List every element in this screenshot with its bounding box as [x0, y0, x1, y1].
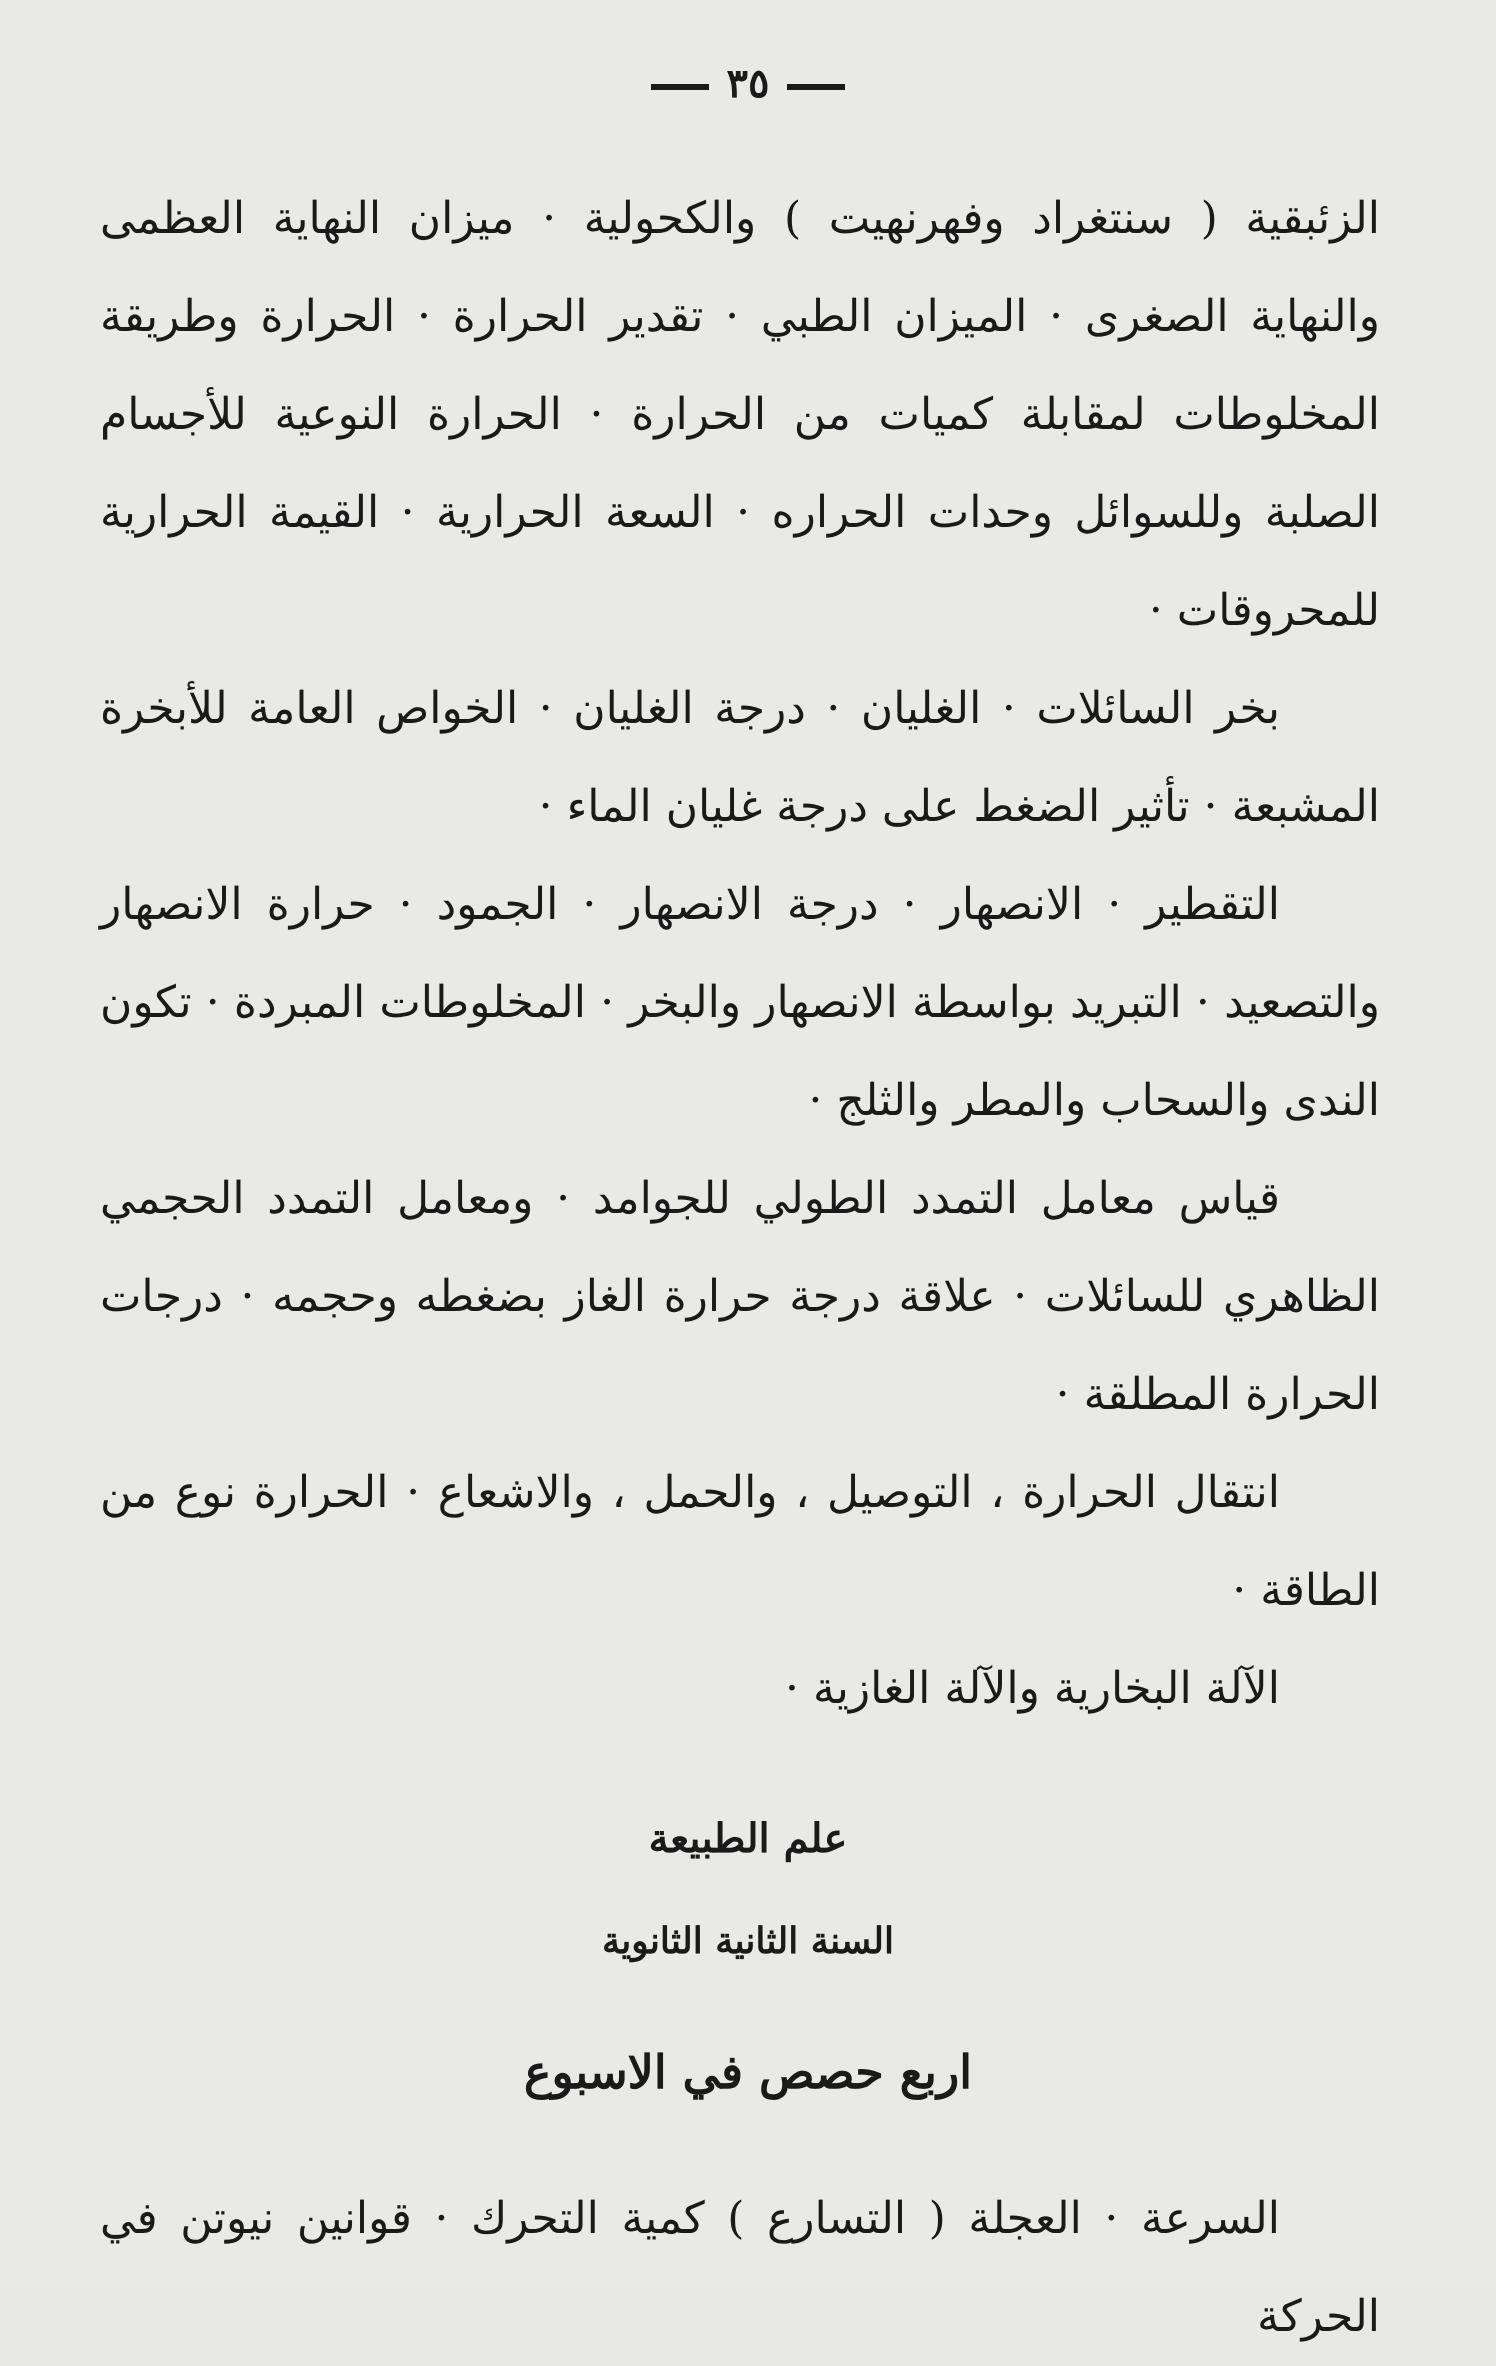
- paragraph-mechanics: السرعة · العجلة ( التسارع ) كمية التحرك · قوانين نيوتن في الحركة: [100, 2193, 1380, 2342]
- paragraph-heat-transfer: انتقال الحرارة ، التوصيل ، والحمل ، والاشعاع · الحرارة نوع من الطاقة ·: [100, 1467, 1380, 1616]
- section-title: علم الطبيعة: [648, 1815, 848, 1862]
- page-number-dash-right: [787, 84, 845, 90]
- page-number: [0, 60, 1496, 107]
- paragraph-thermometers: الزئبقية ( سنتغراد وفهرنهيت ) والكحولية · ميزان النهاية العظمى والنهاية الصغرى · الميزان الطبي · تقدير الحرارة · الحرارة وطريقة المخلوطات لمقابلة كميات من الحرارة · الحرارة النوعية للأجسام الصلبة وللسوائل وحدات الحراره · السعة الحرارية · القيمة الحرارية للمحروقات ·: [100, 193, 1380, 636]
- paragraph-engines: الآلة البخارية والآلة الغازية ·: [785, 1663, 1280, 1714]
- paragraph-evaporation: بخر السائلات · الغليان · درجة الغليان · الخواص العامة للأبخرة المشبعة · تأثير الضغط على درجة غليان الماء ·: [100, 683, 1380, 832]
- body-text: [100, 170, 1380, 1738]
- section-hours: اربع حصص في الاسبوع: [524, 2045, 972, 2099]
- paragraph-expansion: قياس معامل التمدد الطولي للجوامد · ومعامل التمدد الحجمي الظاهري للسائلات · علاقة درجة حرارة الغاز بضغطه وحجمه · درجات الحرارة المطلقة ·: [100, 1173, 1380, 1420]
- section-year: السنة الثانية الثانوية: [601, 1920, 895, 1962]
- page-number-dash-left: [651, 84, 709, 90]
- page-number-value: ٣٥: [726, 60, 770, 107]
- paragraph-distillation: التقطير · الانصهار · درجة الانصهار · الجمود · حرارة الانصهار والتصعيد · التبريد بواسطة الانصهار والبخر · المخلوطات المبردة · تكون الندى والسحاب والمطر والثلج ·: [100, 879, 1380, 1126]
